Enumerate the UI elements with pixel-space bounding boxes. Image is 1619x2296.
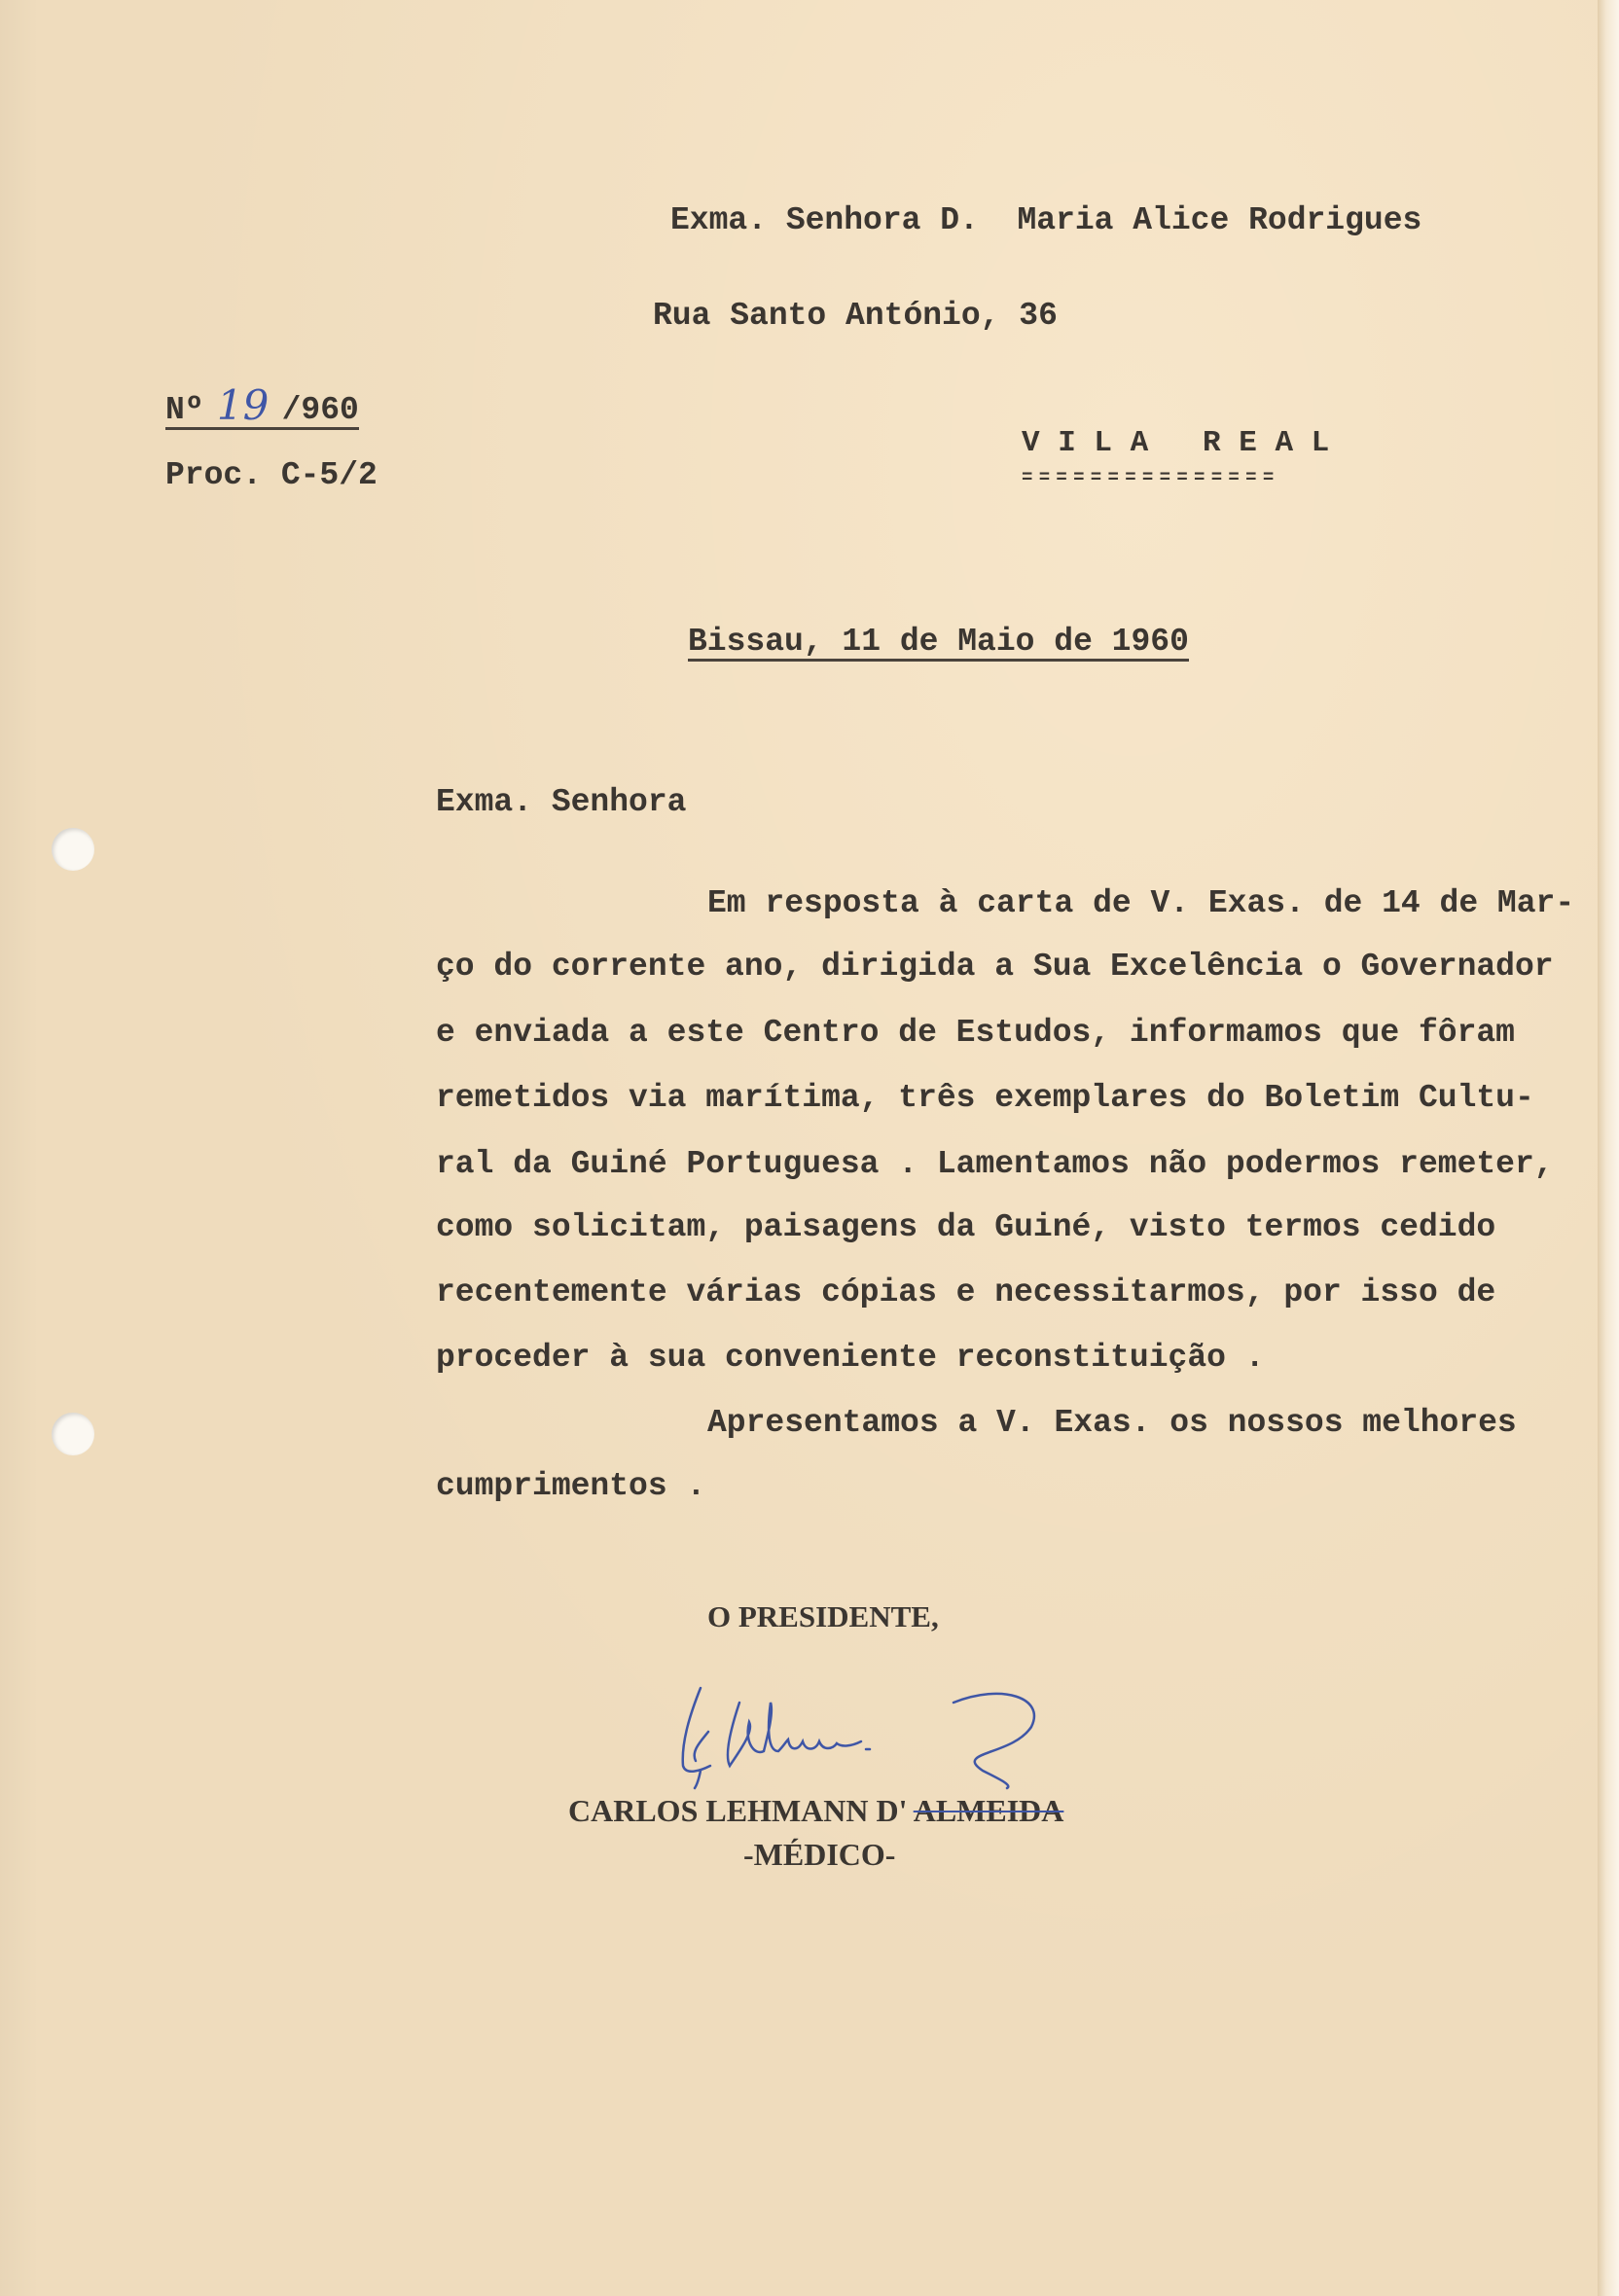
handwritten-signature: [662, 1673, 1109, 1790]
addressee-street: Rua Santo António, 36: [653, 298, 1058, 334]
number-suffix: /960: [281, 392, 359, 428]
city-underline: ===============: [1022, 467, 1280, 488]
punch-hole: [52, 1413, 94, 1455]
body-line: ço do corrente ano, dirigida a Sua Excelência o Governador: [436, 949, 1554, 985]
signatory-name-main: CARLOS LEHMANN D': [568, 1793, 914, 1828]
signatory-profession: -MÉDICO-: [743, 1837, 896, 1872]
signatory-name: [568, 1795, 1063, 1826]
body-line: ral da Guiné Portuguesa . Lamentamos não podermos remeter,: [436, 1146, 1554, 1182]
salutation: Exma. Senhora: [436, 784, 687, 820]
body-line: recentemente várias cópias e necessitarmos, por isso de: [436, 1274, 1496, 1310]
paper-right-edge: [1598, 0, 1619, 2296]
body-line: como solicitam, paisagens da Guiné, visto termos cedido: [436, 1209, 1496, 1245]
addressee-city: V I L A R E A L: [1022, 426, 1330, 460]
reference-number: [165, 381, 359, 430]
handwritten-number: 19: [216, 381, 270, 429]
body-line: e enviada a este Centro de Estudos, informamos que fôram: [436, 1015, 1515, 1051]
date-line: Bissau, 11 de Maio de 1960: [688, 624, 1189, 660]
signatory-title: O PRESIDENTE,: [707, 1599, 939, 1633]
closing-line: Apresentamos a V. Exas. os nossos melhores: [707, 1405, 1517, 1441]
punch-hole: [52, 828, 94, 871]
body-line: Em resposta à carta de V. Exas. de 14 de Mar-: [707, 885, 1575, 921]
addressee-name: Exma. Senhora D. Maria Alice Rodrigues: [670, 202, 1422, 238]
body-line: proceder à sua conveniente reconstituição .: [436, 1340, 1265, 1376]
process-number: Proc. C-5/2: [165, 457, 378, 493]
signatory-name-struck: ALMEIDA: [913, 1793, 1064, 1828]
body-line: remetidos via marítima, três exemplares do Boletim Cultu-: [436, 1080, 1534, 1116]
number-prefix: Nº: [165, 392, 204, 428]
closing-line: cumprimentos .: [436, 1468, 706, 1504]
